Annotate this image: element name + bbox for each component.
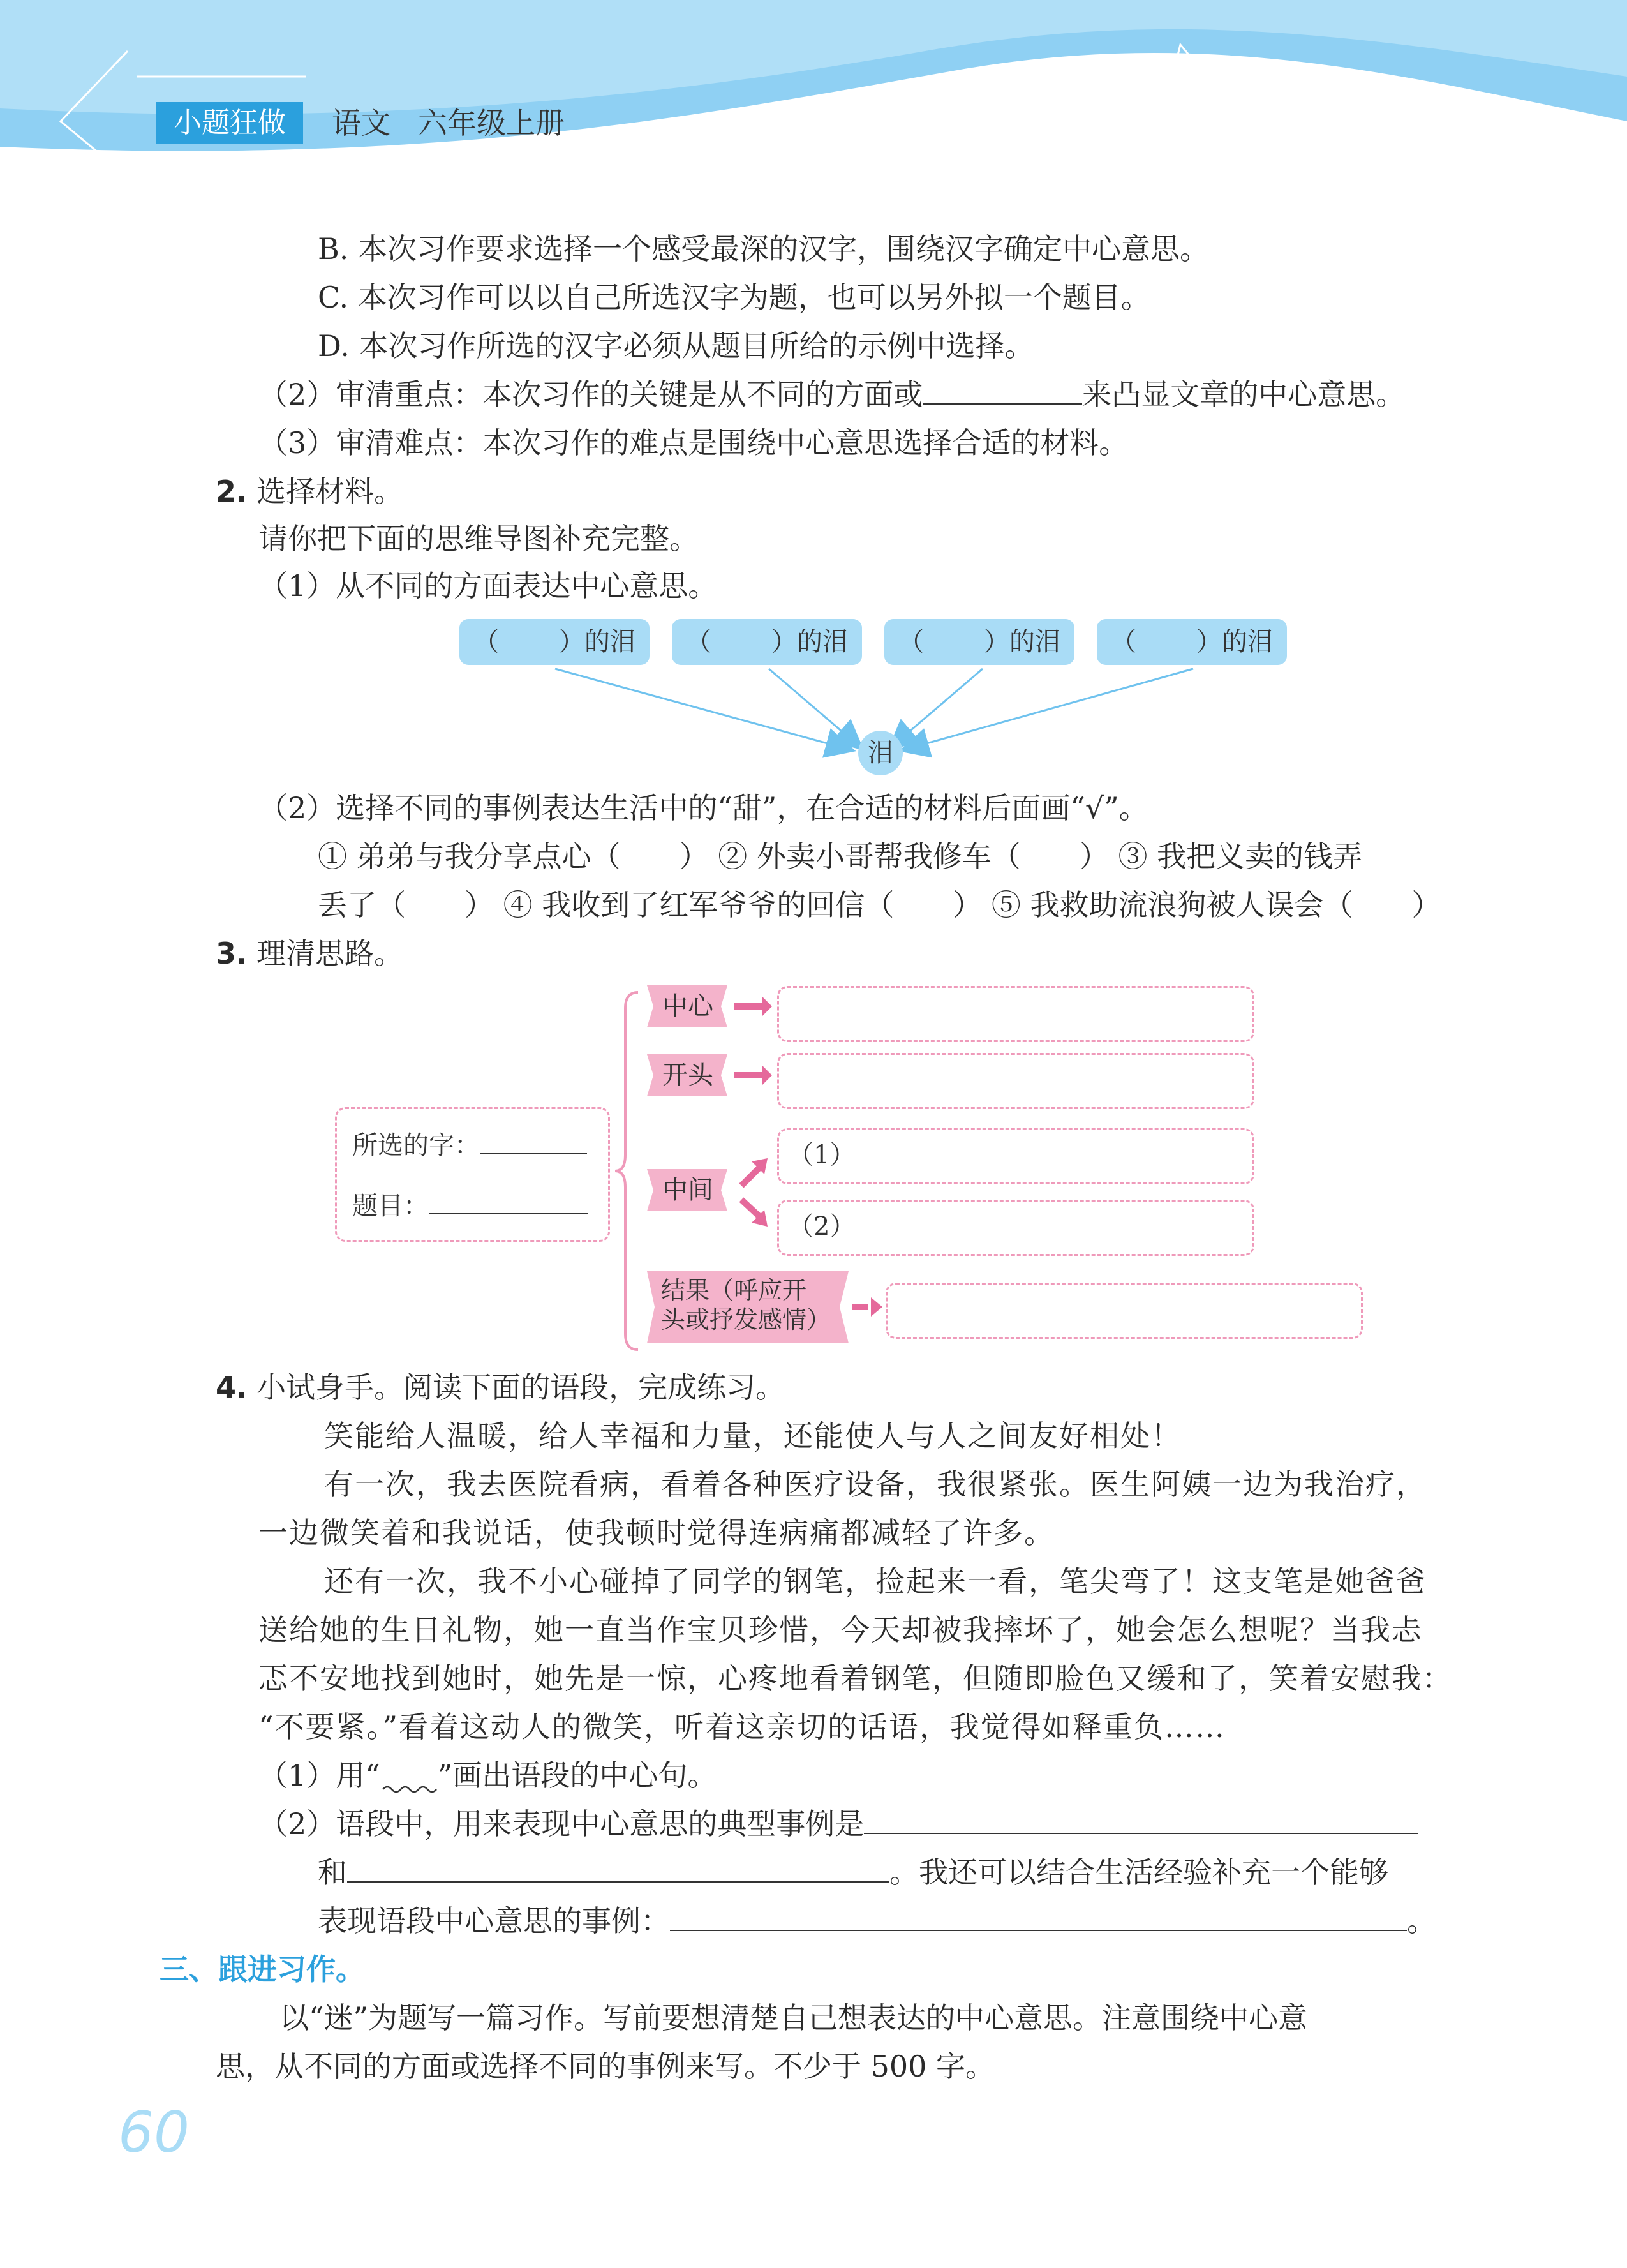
q4-sub1-text-a: （1）用“	[258, 1758, 380, 1793]
q2-number: 2.	[216, 474, 248, 509]
q2-title: 选择材料。	[256, 474, 404, 509]
q3-number: 3.	[216, 936, 248, 971]
q4-example-blank-2[interactable]	[347, 1853, 889, 1883]
q3-label-end-2: 头或抒发感情）	[661, 1306, 831, 1334]
mindmap-arrow-3	[893, 669, 983, 745]
option-b: B. 本次习作要求选择一个感受最深的汉字，围绕汉字确定中心意思。	[318, 232, 1210, 266]
page-number: 60	[118, 2100, 189, 2165]
passage-line-6: 忑不安地找到她时，她先是一惊，心疼地看着钢笔，但随即脸色又缓和了，笑着安慰我：	[258, 1661, 1453, 1696]
q3-left-title-row	[352, 1189, 588, 1222]
q2-heading	[216, 472, 403, 511]
q3-mid2-label: （2）	[788, 1212, 856, 1241]
pill-label: ）的泪	[559, 627, 635, 657]
section-3-line-1: 以“迷”为题写一篇习作。写前要想清楚自己想表达的中心意思。注意围绕中心意	[279, 2001, 1308, 2035]
q4-title: 小试身手。阅读下面的语段，完成练习。	[256, 1370, 785, 1405]
q2-items-line1: ① 弟弟与我分享点心（ ） ② 外卖小哥帮我修车（ ） ③ 我把义卖的钱弄	[318, 839, 1363, 874]
q3-heading	[216, 934, 403, 973]
mindmap-pill-2[interactable]	[672, 619, 862, 665]
q3-start-box[interactable]	[777, 1053, 1254, 1109]
passage-line-3: 一边微笑着和我说话，使我顿时觉得连病痛都减轻了许多。	[258, 1516, 1055, 1550]
q3-label-center: 中心	[662, 992, 713, 1021]
q4-example-blank-3[interactable]	[670, 1902, 1407, 1931]
section-3-line-2: 思，从不同的方面或选择不同的事例来写。不少于 500 字。	[216, 2049, 995, 2084]
q4-sub1	[258, 1756, 717, 1794]
mindmap-pill-4[interactable]	[1097, 619, 1287, 665]
pill-open-paren: （	[686, 627, 711, 657]
mindmap-arrow-4	[906, 669, 1193, 749]
q4-heading	[216, 1368, 785, 1406]
pill-label: ）的泪	[984, 627, 1060, 657]
pill-open-paren: （	[1111, 627, 1136, 657]
q1-sub2	[258, 375, 1405, 414]
q4-sub2-text-d: 表现语段中心意思的事例：	[318, 1904, 670, 1938]
q1-sub2-text-b: 来凸显文章的中心意思。	[1082, 377, 1406, 412]
q3-title-blank[interactable]	[429, 1189, 588, 1214]
q2-sub2: （2）选择不同的事例表达生活中的“甜”，在合适的材料后面画“√”。	[258, 791, 1148, 825]
q3-label-middle: 中间	[662, 1175, 713, 1205]
passage-line-2: 有一次，我去医院看病，看着各种医疗设备，我很紧张。医生阿姨一边为我治疗，	[324, 1467, 1427, 1502]
q3-left-box	[335, 1107, 610, 1242]
pill-label: ）的泪	[1196, 627, 1273, 657]
pill-open-paren: （	[898, 627, 924, 657]
mindmap-center: 泪	[858, 731, 903, 775]
q3-label-end-1: 结果（呼应开	[661, 1276, 807, 1304]
q4-sub2-line2	[318, 1853, 1388, 1891]
header-badge: 小题狂做	[156, 102, 303, 144]
passage-line-1: 笑能给人温暖，给人幸福和力量，还能使人与人之间友好相处！	[324, 1419, 1182, 1453]
q2-items-line2: 丢了（ ） ④ 我收到了红军爷爷的回信（ ） ⑤ 我救助流浪狗被人误会（ ）	[318, 888, 1441, 922]
q4-example-blank-1[interactable]	[864, 1805, 1418, 1834]
q4-sub1-text-b: ”画出语段的中心句。	[437, 1758, 717, 1793]
pill-label: ）的泪	[771, 627, 848, 657]
q1-sub2-text-a: （2）审清重点：本次习作的关键是从不同的方面或	[258, 377, 923, 412]
q3-char-blank[interactable]	[480, 1128, 587, 1154]
q2-instruction: 请你把下面的思维导图补充完整。	[258, 521, 699, 556]
q3-end-arrowhead	[871, 1295, 884, 1321]
mindmap-pill-3[interactable]	[884, 619, 1074, 665]
option-d: D. 本次习作所选的汉字必须从题目所给的示例中选择。	[318, 329, 1034, 363]
q3-label-start: 开头	[662, 1061, 713, 1090]
q1-sub3: （3）审清难点：本次习作的难点是围绕中心意思选择合适的材料。	[258, 426, 1129, 460]
q3-char-label: 所选的字：	[352, 1131, 480, 1160]
q4-sub2-text-a: （2）语段中，用来表现中心意思的典型事例是	[258, 1807, 865, 1841]
q3-mid1-label: （1）	[788, 1140, 856, 1170]
q3-middle-box-2[interactable]	[777, 1200, 1254, 1256]
q4-number: 4.	[216, 1370, 248, 1405]
q3-title-label: 题目：	[352, 1191, 429, 1221]
pill-open-paren: （	[473, 627, 499, 657]
q4-sub2-text-b: 和	[318, 1855, 347, 1890]
q3-middle-box-1[interactable]	[777, 1128, 1254, 1184]
passage-line-7: “不要紧。”看着这动人的微笑，听着这亲切的话语，我觉得如释重负……	[258, 1710, 1226, 1744]
q4-sub2-text-e: 。	[1407, 1904, 1436, 1938]
passage-line-4: 还有一次，我不小心碰掉了同学的钢笔，捡起来一看，笔尖弯了！这支笔是她爸爸	[324, 1564, 1427, 1599]
wavy-underline-icon	[380, 1763, 438, 1794]
mindmap-pill-1[interactable]	[459, 619, 650, 665]
mindmap-arrow-1	[555, 669, 849, 749]
q4-sub2-line3	[318, 1902, 1436, 1940]
q2-sub1: （1）从不同的方面表达中心意思。	[258, 569, 718, 603]
q3-center-box[interactable]	[777, 986, 1254, 1042]
q3-title: 理清思路。	[256, 936, 404, 971]
q4-sub2-line1	[258, 1805, 1418, 1843]
mindmap-arrow-2	[769, 669, 858, 745]
q3-left-char-row	[352, 1128, 587, 1161]
option-c: C. 本次习作可以以自己所选汉字为题，也可以另外拟一个题目。	[318, 280, 1150, 315]
q3-brace	[613, 989, 644, 1353]
q3-end-box[interactable]	[886, 1283, 1363, 1339]
q4-sub2-text-c: 。我还可以结合生活经验补充一个能够	[889, 1855, 1388, 1890]
q1-sub2-blank[interactable]	[923, 375, 1082, 405]
header-grade: 六年级上册	[418, 106, 565, 140]
header-subject: 语文	[332, 106, 390, 140]
passage-line-5: 送给她的生日礼物，她一直当作宝贝珍惜，今天却被我摔坏了，她会怎么想呢？当我忐	[258, 1613, 1422, 1647]
section-3-title: 三、跟进习作。	[160, 1952, 365, 1987]
